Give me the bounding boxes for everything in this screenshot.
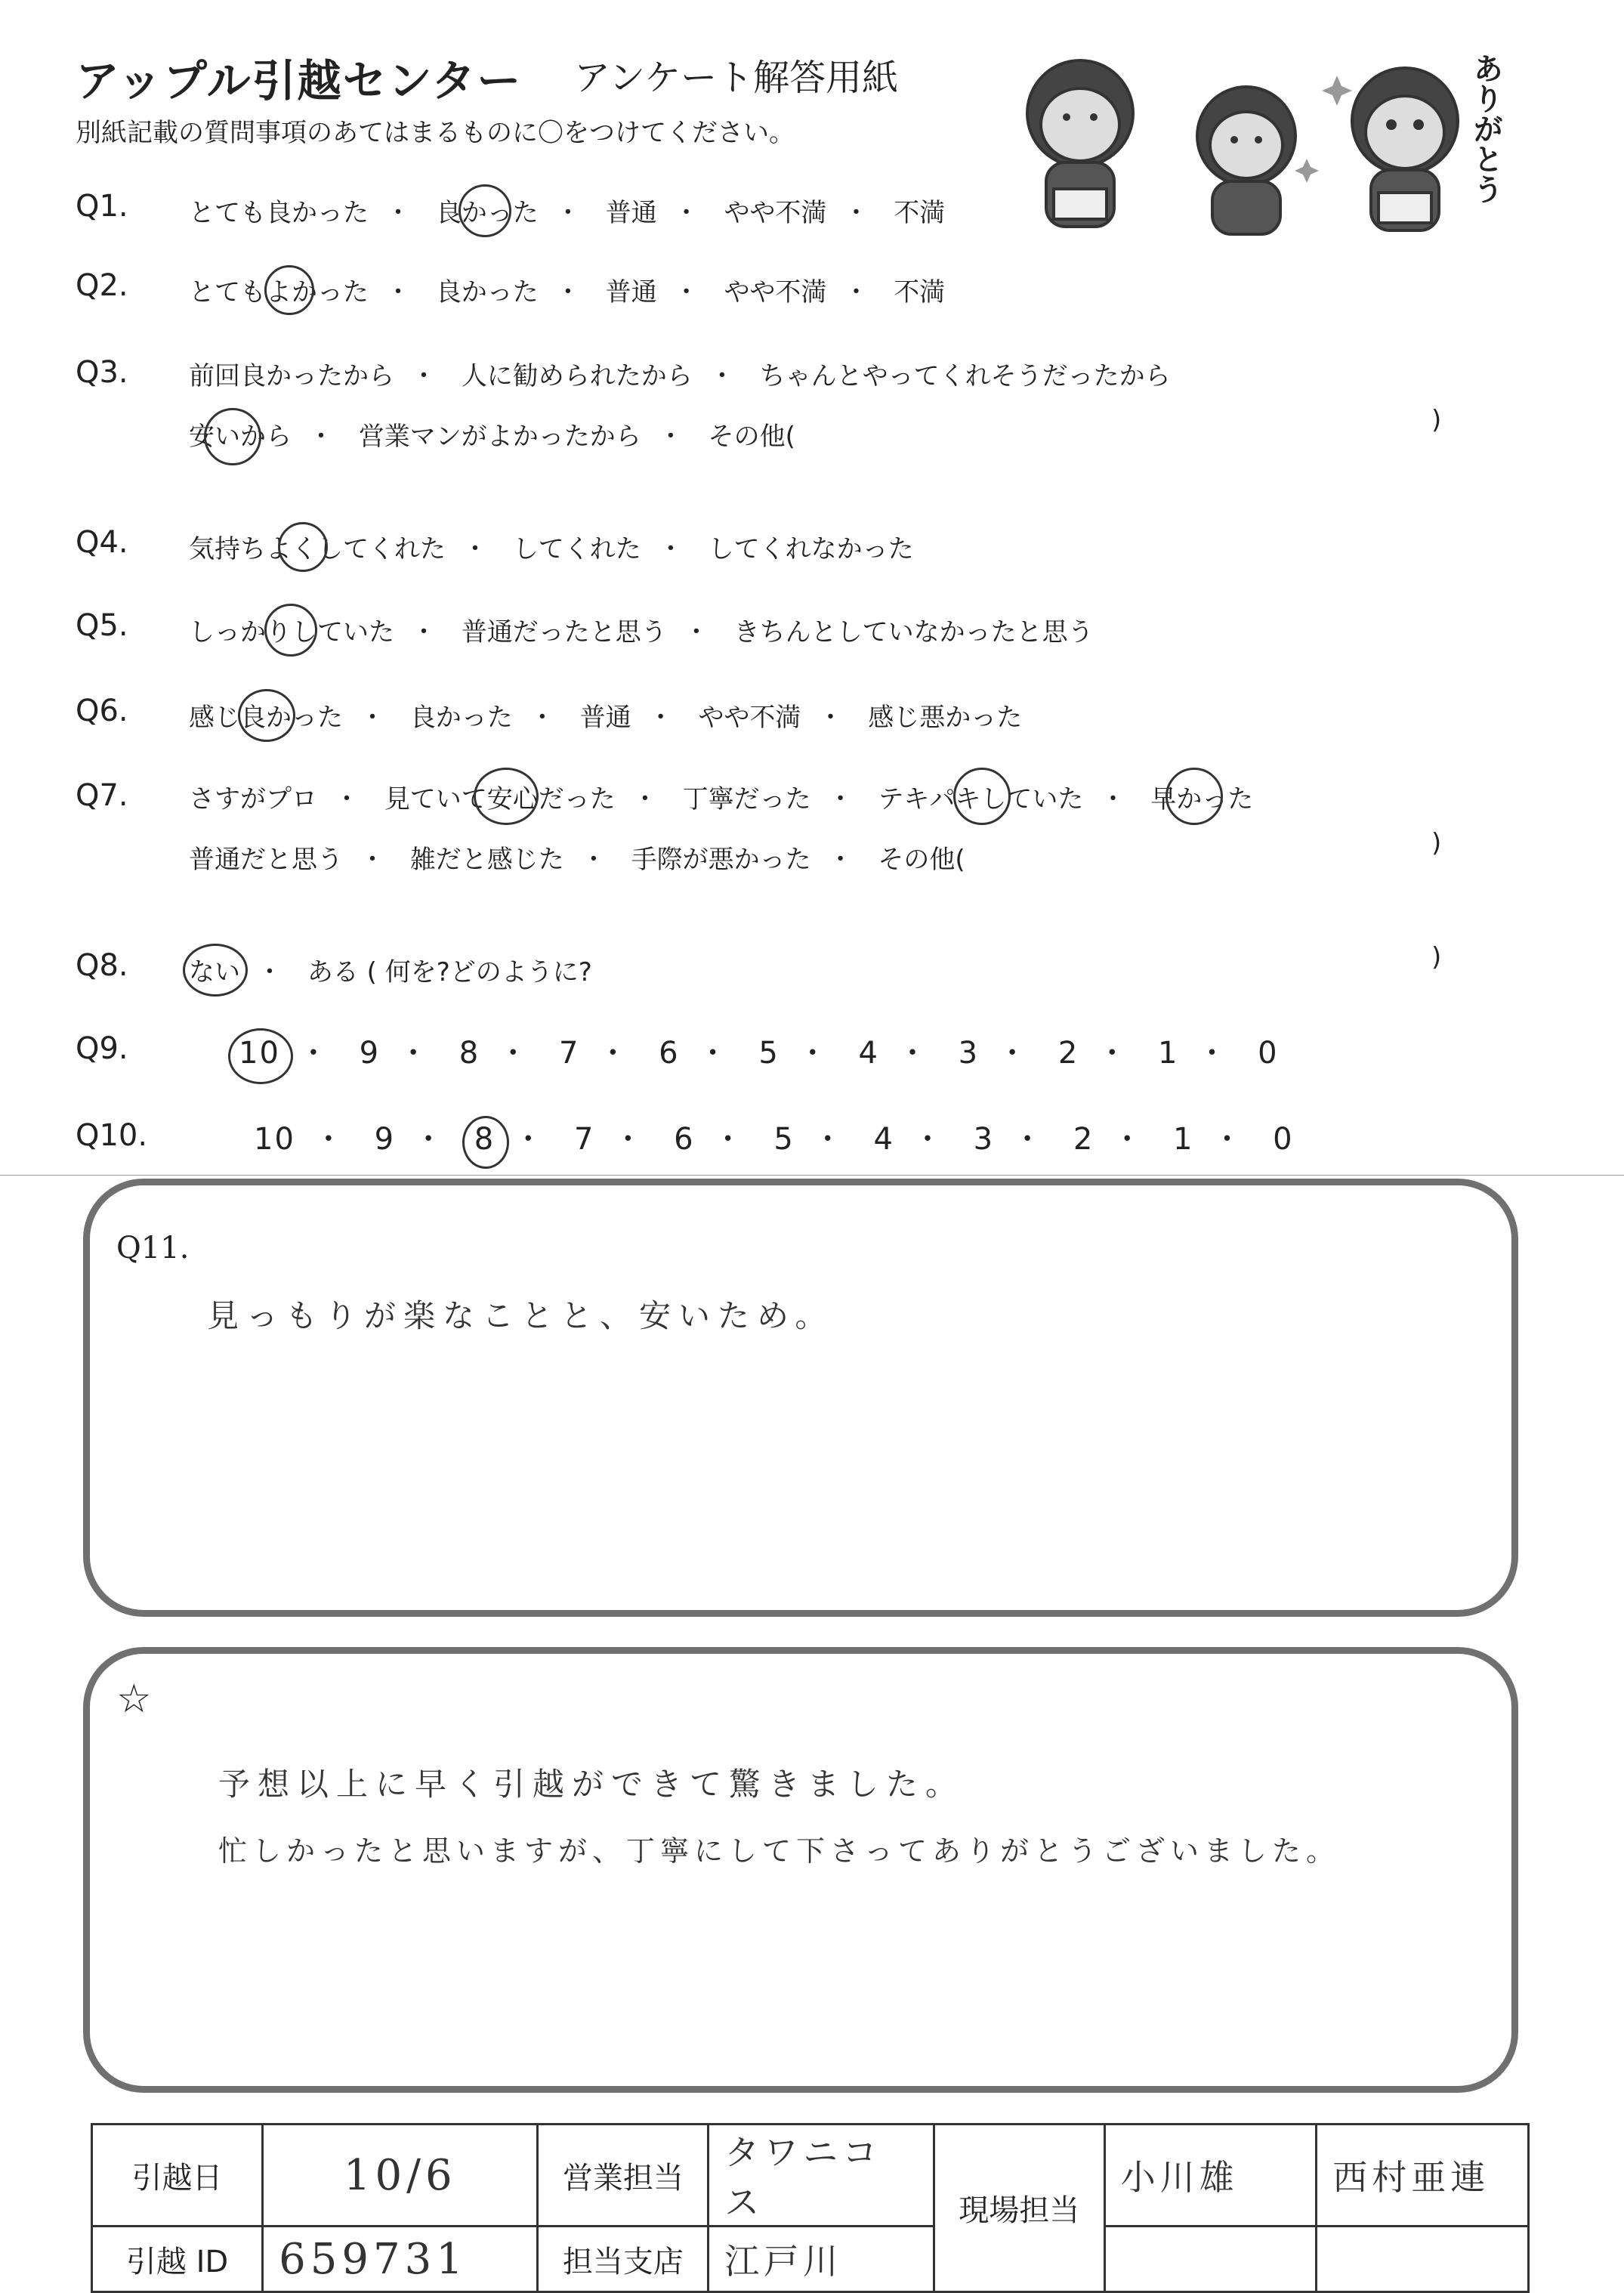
q11-answer-box[interactable] <box>83 1179 1518 1617</box>
answer-option[interactable]: 不満 <box>894 198 946 228</box>
scale-value[interactable]: 4 <box>873 1122 894 1157</box>
answer-option[interactable]: ちゃんとやってくれそうだったから <box>759 361 1171 391</box>
scale-value[interactable]: 9 <box>374 1122 396 1157</box>
answer-option[interactable]: ある ( 何を?どのように? <box>307 957 592 987</box>
question-label: Q7. <box>76 778 128 813</box>
answer-option[interactable]: 普通 <box>605 277 657 307</box>
answer-option[interactable]: とても良かった <box>189 198 369 228</box>
answer-option[interactable]: 丁寧だった <box>682 784 811 814</box>
comment-line-2: 忙しかったと思いますが、丁寧にして下さってありがとうございました。 <box>218 1834 1341 1868</box>
answer-option-selected[interactable]: テキパキしていた <box>878 778 1083 815</box>
mascot-illustration <box>982 30 1511 242</box>
answer-option-selected[interactable]: 感じ良かった <box>189 697 343 734</box>
scale-value[interactable]: 10 <box>254 1122 295 1157</box>
q11-handwritten-answer: 見っもりが楽なことと、安いため。 <box>207 1297 835 1334</box>
answer-option[interactable]: その他( <box>708 422 795 452</box>
question-label: Q8. <box>76 948 128 983</box>
answer-option[interactable]: その他( <box>878 845 965 875</box>
answer-option[interactable]: 普通 <box>605 198 657 228</box>
scale-q9: 10 ・ 9 ・ 8 ・ 7 ・ 6 ・ 5 ・ 4 ・ 3 ・ 2 ・ 1 ・ 0 <box>234 1029 1283 1072</box>
scale-value[interactable]: 4 <box>858 1036 879 1071</box>
answer-option[interactable]: 人に勧められたから <box>461 361 693 391</box>
sales-value[interactable]: タワニコス <box>709 2125 934 2227</box>
site-staff-3[interactable] <box>1104 2227 1317 2292</box>
answer-option[interactable]: 前回良かったから <box>189 361 394 391</box>
mascot-caption: ありがとう <box>1468 53 1503 204</box>
scale-value[interactable]: 1 <box>1173 1122 1194 1157</box>
answer-option-selected[interactable]: 気持ちよくしてくれた <box>189 528 446 565</box>
answer-option[interactable]: 良かった <box>409 703 513 733</box>
question-label: Q9. <box>76 1031 128 1066</box>
answer-option[interactable]: 営業マンがよかったから <box>358 422 641 452</box>
answer-option[interactable]: 手際が悪かった <box>631 845 811 875</box>
scale-value[interactable]: 0 <box>1273 1122 1294 1157</box>
answer-option[interactable]: してくれた <box>512 534 641 564</box>
site-staff-4[interactable] <box>1317 2227 1529 2292</box>
comment-line-1: 予想以上に早く引越ができて驚きました。 <box>218 1766 965 1803</box>
divider-line <box>0 1175 1624 1176</box>
scale-value[interactable]: 2 <box>1057 1036 1079 1071</box>
answer-option[interactable]: 雑だと感じた <box>409 845 564 875</box>
answer-option[interactable]: やや不満 <box>724 277 827 307</box>
question-label: Q6. <box>76 694 128 728</box>
scale-value-selected[interactable]: 10 <box>234 1036 285 1071</box>
question-label: Q2. <box>76 268 128 303</box>
scale-value[interactable]: 7 <box>573 1122 595 1157</box>
answer-option[interactable]: 普通だと思う <box>189 845 343 875</box>
question-label: Q1. <box>76 189 128 224</box>
question-label: Q4. <box>76 525 128 560</box>
answer-option[interactable]: してくれなかった <box>708 534 914 564</box>
scale-value[interactable]: 9 <box>359 1036 381 1071</box>
answer-option[interactable]: やや不満 <box>724 198 827 228</box>
answer-option[interactable]: やや不満 <box>698 703 801 733</box>
form-title: アップル引越センター <box>76 55 523 107</box>
answer-option[interactable]: きちんとしていなかったと思う <box>733 617 1094 647</box>
move-id-label: 引越 ID <box>92 2227 263 2292</box>
move-date-label: 引越日 <box>92 2125 263 2227</box>
comment-box[interactable] <box>83 1647 1518 2093</box>
answer-option-selected[interactable]: とてもよかった <box>189 271 369 308</box>
move-id-value[interactable]: 659731 <box>263 2227 538 2292</box>
scale-value[interactable]: 5 <box>758 1036 780 1071</box>
site-staff-2[interactable]: 西村亜連 <box>1317 2125 1529 2227</box>
scale-value[interactable]: 8 <box>458 1036 480 1071</box>
answer-option[interactable]: 感じ悪かった <box>868 703 1023 733</box>
scale-value[interactable]: 0 <box>1258 1036 1279 1071</box>
answer-option[interactable]: 不満 <box>894 277 946 307</box>
scale-value[interactable]: 1 <box>1158 1036 1179 1071</box>
answer-option-selected[interactable]: 安いから <box>189 416 292 453</box>
scale-value[interactable]: 3 <box>958 1036 980 1071</box>
scale-value[interactable]: 3 <box>973 1122 995 1157</box>
question-label: Q5. <box>76 608 128 643</box>
answer-option-selected[interactable]: 良かった <box>436 192 539 229</box>
answer-option-selected[interactable]: 見ていて安心だった <box>384 778 616 815</box>
answer-option[interactable]: 良かった <box>435 277 539 307</box>
form-instruction: 別紙記載の質問事項のあてはまるものに〇をつけてください。 <box>76 118 795 148</box>
monkey-mascots-icon <box>982 30 1511 242</box>
answer-option[interactable]: 普通 <box>579 703 631 733</box>
footer-info-table <box>91 2123 1530 2293</box>
paren-close: ) <box>1431 942 1442 972</box>
scale-q10: 10 ・ 9 ・ 8 ・ 7 ・ 6 ・ 5 ・ 4 ・ 3 ・ 2 ・ 1 ・ 0 <box>249 1115 1298 1158</box>
question-label: Q10. <box>76 1118 148 1153</box>
scale-value[interactable]: 6 <box>659 1036 680 1071</box>
answer-option[interactable]: さすがプロ <box>189 784 317 814</box>
scale-value[interactable]: 7 <box>558 1036 580 1071</box>
branch-label: 担当支店 <box>538 2227 709 2292</box>
scale-value[interactable]: 2 <box>1073 1122 1095 1157</box>
star-icon: ☆ <box>116 1676 152 1722</box>
question-label: Q3. <box>76 355 128 390</box>
scale-value[interactable]: 6 <box>674 1122 695 1157</box>
answer-option-selected[interactable]: ない <box>189 951 240 988</box>
sales-label: 営業担当 <box>538 2125 709 2227</box>
answer-option-selected[interactable]: 早かった <box>1150 778 1253 815</box>
site-staff-1[interactable]: 小川雄 <box>1104 2125 1317 2227</box>
answer-option-selected[interactable]: しっかりしていた <box>189 611 394 648</box>
move-date-value[interactable]: 10/6 <box>263 2125 538 2227</box>
answer-option[interactable]: 普通だったと思う <box>461 617 667 647</box>
q11-label: Q11. <box>116 1231 190 1265</box>
form-subtitle: アンケート解答用紙 <box>574 57 899 99</box>
scale-value-selected[interactable]: 8 <box>470 1122 499 1157</box>
paren-close: ) <box>1431 828 1442 858</box>
site-label: 現場担当 <box>934 2125 1104 2292</box>
scale-value[interactable]: 5 <box>773 1122 795 1157</box>
paren-close: ) <box>1431 405 1442 435</box>
branch-value[interactable]: 江戸川 <box>709 2227 934 2292</box>
